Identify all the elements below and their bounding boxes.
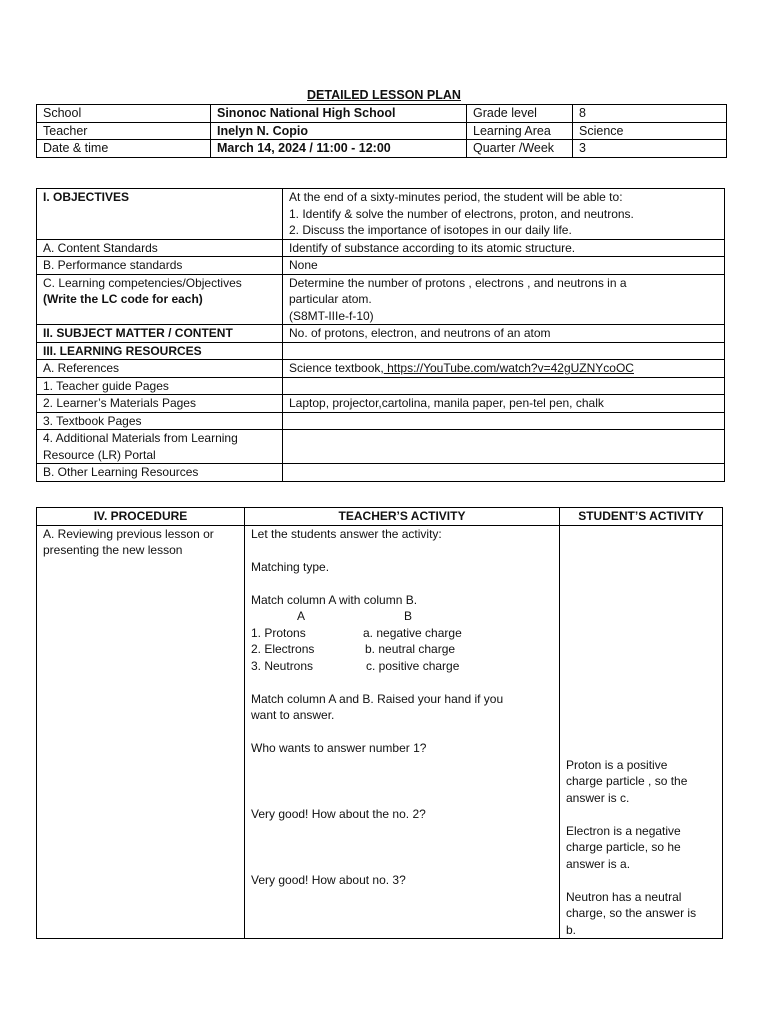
procedure-step-line-2: presenting the new lesson <box>43 543 183 557</box>
teacher-label: Teacher <box>37 122 211 140</box>
student-answer-1-line-1: Proton is a positive <box>566 757 668 772</box>
match-row-3-b: c. positive charge <box>366 658 460 673</box>
teacher-question-1: Who wants to answer number 1? <box>251 741 427 755</box>
additional-materials-value <box>283 430 725 464</box>
textbook-row <box>37 412 725 430</box>
school-label: School <box>37 105 211 123</box>
teacher-question-3: Very good! How about no. 3? <box>251 873 406 887</box>
subject-matter-row <box>37 325 725 343</box>
competencies-line-1: Determine the number of protons , electrons , and neutrons in a <box>289 275 627 290</box>
objective-item-2: 2. Discuss the importance of isotopes in our daily life. <box>289 223 572 237</box>
procedure-row-a <box>37 525 723 939</box>
student-answer-2-line-3: answer is a. <box>566 856 631 871</box>
header-row-date <box>37 140 727 158</box>
competencies-row <box>37 274 725 325</box>
teacher-guide-value <box>283 377 725 395</box>
column-a-header: A <box>297 609 306 623</box>
competencies-note: (Write the LC code for each) <box>43 292 203 306</box>
competencies-line-2: particular atom. <box>289 292 372 306</box>
grade-level-value: 8 <box>573 105 727 123</box>
student-activity-header: STUDENT’S ACTIVITY <box>560 508 723 526</box>
header-row-teacher <box>37 122 727 140</box>
additional-materials-line-2: Resource (LR) Portal <box>43 447 156 462</box>
column-b-header: B <box>404 609 413 623</box>
teacher-guide-row <box>37 377 725 395</box>
performance-standards-value: None <box>283 257 725 275</box>
match-row-3 <box>251 658 553 675</box>
student-answer-2-line-1: Electron is a negative <box>566 823 681 838</box>
content-standards-value: Identify of substance according to its atomic structure. <box>283 239 725 257</box>
references-text: Science textbook, <box>289 361 384 375</box>
references-link[interactable]: https://YouTube.com/watch?v=42gUZNYcoOC <box>383 361 634 375</box>
objectives-intro: At the end of a sixty-minutes period, the student will be able to: <box>289 190 623 204</box>
textbook-label: 3. Textbook Pages <box>37 412 283 430</box>
student-activity-cell <box>560 525 723 939</box>
objective-item-1: 1. Identify & solve the number of electrons, proton, and neutrons. <box>289 206 634 221</box>
competencies-code: (S8MT-IIIe-f-10) <box>289 308 374 323</box>
additional-materials-line-1: 4. Additional Materials from Learning <box>43 431 238 445</box>
teacher-activity-header: TEACHER’S ACTIVITY <box>245 508 560 526</box>
competencies-label: C. Learning competencies/Objectives <box>43 275 242 290</box>
match-row-2 <box>251 641 553 658</box>
match-row-1-b: a. negative charge <box>363 625 462 640</box>
teacher-intro: Let the students answer the activity: <box>251 526 442 541</box>
procedure-table <box>36 507 723 939</box>
references-label: A. References <box>37 360 283 378</box>
teacher-question-2: Very good! How about the no. 2? <box>251 807 426 821</box>
student-answer-1-line-3: answer is c. <box>566 790 630 805</box>
content-standards-row <box>37 239 725 257</box>
competencies-label-cell <box>37 274 283 325</box>
learner-materials-row <box>37 395 725 413</box>
content-standards-label: A. Content Standards <box>37 239 283 257</box>
references-row <box>37 360 725 378</box>
objectives-value <box>283 189 725 240</box>
match-row-2-b: b. neutral charge <box>365 642 456 656</box>
header-table <box>36 104 727 158</box>
other-resources-label: B. Other Learning Resources <box>37 464 283 482</box>
teacher-matching-type: Matching type. <box>251 559 330 574</box>
school-value: Sinonoc National High School <box>211 105 467 123</box>
grade-level-label: Grade level <box>467 105 573 123</box>
quarter-week-value: 3 <box>573 140 727 158</box>
teacher-prompt-line-1: Match column A and B. Raised your hand if you <box>251 691 504 706</box>
learning-area-label: Learning Area <box>467 122 573 140</box>
references-value <box>283 360 725 378</box>
performance-standards-label: B. Performance standards <box>37 257 283 275</box>
additional-materials-label <box>37 430 283 464</box>
objectives-row <box>37 189 725 240</box>
student-answer-2-line-2: charge particle, so he <box>566 840 681 854</box>
student-answer-3-line-2: charge, so the answer is <box>566 906 697 920</box>
procedure-step-line-1: A. Reviewing previous lesson or <box>43 526 214 541</box>
match-row-1 <box>251 625 553 642</box>
competencies-value <box>283 274 725 325</box>
other-resources-value <box>283 464 725 482</box>
procedure-step-cell <box>37 525 245 939</box>
student-answer-3-line-1: Neutron has a neutral <box>566 889 682 904</box>
other-resources-row <box>37 464 725 482</box>
learning-resources-label: III. LEARNING RESOURCES <box>37 342 283 360</box>
teacher-prompt-line-2: want to answer. <box>251 708 335 722</box>
textbook-value <box>283 412 725 430</box>
header-row-school <box>37 105 727 123</box>
document-title: DETAILED LESSON PLAN <box>307 88 461 102</box>
learning-area-value: Science <box>573 122 727 140</box>
learning-resources-value <box>283 342 725 360</box>
learner-materials-label: 2. Learner’s Materials Pages <box>37 395 283 413</box>
performance-standards-row <box>37 257 725 275</box>
teacher-instruction: Match column A with column B. <box>251 592 418 607</box>
teacher-value: Inelyn N. Copio <box>211 122 467 140</box>
match-row-3-a: 3. Neutrons <box>251 658 314 673</box>
procedure-header-row <box>37 508 723 526</box>
match-row-1-a: 1. Protons <box>251 625 306 640</box>
objectives-label: I. OBJECTIVES <box>37 189 283 240</box>
match-row-2-a: 2. Electrons <box>251 642 315 656</box>
learning-resources-row <box>37 342 725 360</box>
student-answer-1-line-2: charge particle , so the <box>566 774 688 788</box>
date-time-label: Date & time <box>37 140 211 158</box>
objectives-table <box>36 188 725 482</box>
additional-materials-row <box>37 430 725 464</box>
student-answer-3-line-3: b. <box>566 922 577 937</box>
date-time-value: March 14, 2024 / 11:00 - 12:00 <box>211 140 467 158</box>
teacher-guide-label: 1. Teacher guide Pages <box>37 377 283 395</box>
procedure-column-header: IV. PROCEDURE <box>37 508 245 526</box>
quarter-week-label: Quarter /Week <box>467 140 573 158</box>
matching-column-headers <box>251 608 553 625</box>
subject-matter-label: II. SUBJECT MATTER / CONTENT <box>37 325 283 343</box>
teacher-activity-cell <box>245 525 560 939</box>
learner-materials-value: Laptop, projector,cartolina, manila paper, pen-tel pen, chalk <box>283 395 725 413</box>
subject-matter-value: No. of protons, electron, and neutrons of an atom <box>283 325 725 343</box>
